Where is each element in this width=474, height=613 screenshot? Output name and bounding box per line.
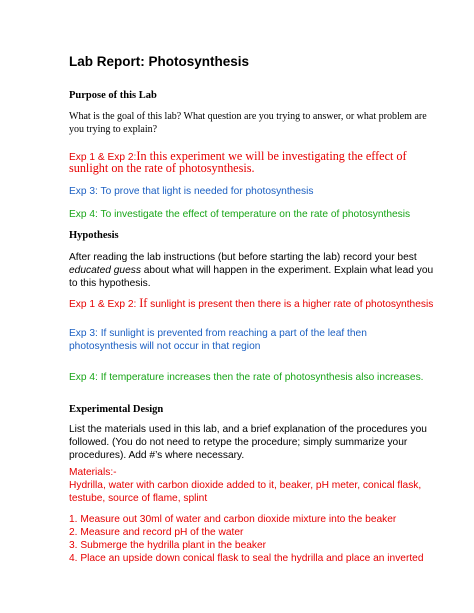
hypothesis-exp4: Exp 4: If temperature increases then the rate of photosynthesis also increases. xyxy=(69,372,424,383)
design-line-1: List the materials used in this lab, and a brief explanation of the procedures you xyxy=(69,424,427,435)
hypothesis-exp3-line-2: photosynthesis will not occur in that region xyxy=(69,341,261,352)
purpose-prompt-line-1: What is the goal of this lab? What question are you trying to answer, or what problem are xyxy=(69,111,427,122)
purpose-exp12-prefix: Exp 1 & Exp 2: xyxy=(69,152,137,163)
hypothesis-exp12-if: If xyxy=(139,296,148,310)
hypothesis-exp12-prefix: Exp 1 & Exp 2: xyxy=(69,299,140,310)
purpose-heading: Purpose of this Lab xyxy=(69,90,157,101)
hypothesis-line-2-rest: about what will happen in the experiment. Explain what lead you xyxy=(140,265,434,276)
hypothesis-line-2 xyxy=(69,264,433,277)
purpose-exp12-text: In this experiment we will be investigating the effect of xyxy=(136,149,407,163)
materials-line-2: testube, source of flame, splint xyxy=(69,493,208,504)
materials-label: Materials:- xyxy=(69,467,117,478)
procedure-step-3: 3. Submerge the hydrilla plant in the beaker xyxy=(69,540,267,551)
hypothesis-exp12-tail: sunlight is present then there is a higher rate of photosynthesis xyxy=(147,299,434,310)
hypothesis-line-1: After reading the lab instructions (but before starting the lab) record your best xyxy=(69,252,417,263)
procedure-step-2: 2. Measure and record pH of the water xyxy=(69,527,244,538)
materials-line-1: Hydrilla, water with carbon dioxide added to it, beaker, pH meter, conical flask, xyxy=(69,480,422,491)
hypothesis-exp12 xyxy=(69,294,433,312)
hypothesis-exp3-line-1: Exp 3: If sunlight is prevented from reaching a part of the leaf then xyxy=(69,328,367,339)
page-title: Lab Report: Photosynthesis xyxy=(69,54,250,69)
hypothesis-line-3: to this hypothesis. xyxy=(69,278,151,289)
purpose-exp4: Exp 4: To investigate the effect of temperature on the rate of photosynthesis xyxy=(69,209,411,220)
design-heading: Experimental Design xyxy=(69,404,164,415)
purpose-exp12-line-2: sunlight on the rate of photosynthesis. xyxy=(69,161,255,175)
purpose-prompt-line-2: you trying to explain? xyxy=(69,124,158,135)
hypothesis-emphasis: educated guess xyxy=(69,265,141,276)
procedure-step-1: 1. Measure out 30ml of water and carbon dioxide mixture into the beaker xyxy=(69,514,397,525)
design-line-3: procedures). Add #’s where necessary. xyxy=(69,450,245,461)
design-line-2: followed. (You do not need to retype the procedure; simply summarize your xyxy=(69,437,408,448)
hypothesis-heading: Hypothesis xyxy=(69,230,119,241)
purpose-exp3: Exp 3: To prove that light is needed for photosynthesis xyxy=(69,186,314,197)
procedure-step-4: 4. Place an upside down conical flask to seal the hydrilla and place an inverted xyxy=(69,553,424,564)
